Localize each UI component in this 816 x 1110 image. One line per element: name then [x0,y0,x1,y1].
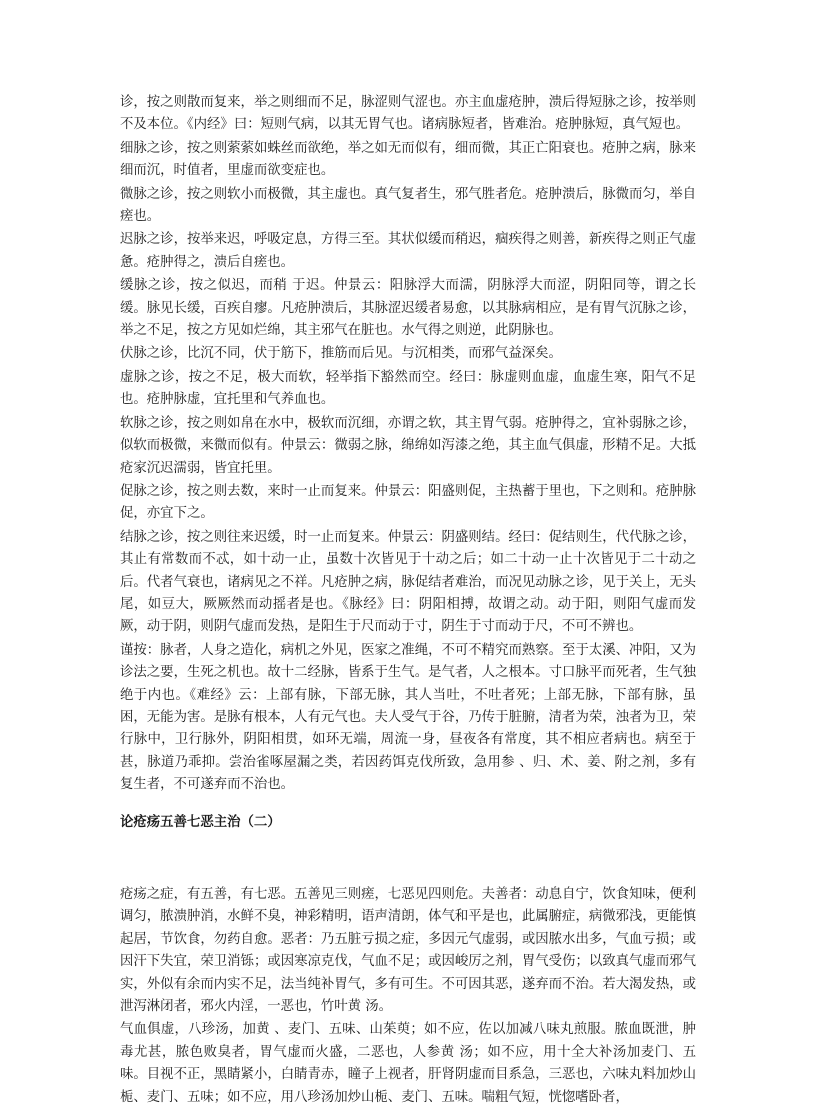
paragraph-thin-pulse: 细脉之诊，按之则萦萦如蛛丝而欲绝，举之如无而似有，细而微，其正亡阳衰也。疮肿之病，脉来细而沉，时值者，里虚而欲变症也。 [120,140,696,179]
paragraph-soft-pulse: 软脉之诊，按之则如帛在水中，极软而沉细，亦谓之软，其主胃气弱。疮肿得之，宜补弱脉之诊，似软而极微，来微而似有。仲景云：微弱之脉，绵绵如泻漆之绝，其主血气俱虚，形精不足。大抵疮家沉迟濡弱，皆宜托里。 [120,415,696,476]
paragraph-slow-pulse: 迟脉之诊，按举来迟，呼吸定息，方得三至。其状似缓而稍迟，痼疾得之则善，新疾得之则正气虚惫。疮肿得之，溃后自瘥也。 [120,232,696,270]
bottom-text-block [120,884,696,1109]
paragraph-empty-pulse: 虚脉之诊，按之不足，极大而软，轻举指下豁然而空。经曰：脉虚则血虚，血虚生寒，阳气不足也。疮肿脉虚，宜托里和气养血也。 [120,369,696,408]
top-text-block [120,92,696,797]
section-spacer [120,833,696,884]
section-heading: 论疮疡五善七恶主治（二） [120,813,281,830]
paragraph-faint-pulse: 微脉之诊，按之则软小而极微，其主虚也。真气复者生，邪气胜者危。疮肿溃后，脉微而匀，举自瘥也。 [120,186,696,225]
paragraph-five-good-seven-bad: 疮疡之症，有五善，有七恶。五善见三则瘥，七恶见四则危。夫善者：动息自宁，饮食知味，便利调匀，脓溃肿消，水鲜不臭，神彩精明，语声清朗，体气和平是也，此属腑症，病微邪浅，更能慎起居，节饮食，勿药自愈。恶者：乃五脏亏损之症，多因元气虚弱，或因脓水出多，气血亏损；或因汗下失宜，荣卫消铄；或因寒凉克伐，气血不足；或因峻厉之剂，胃气受伤；以致真气虚而邪气实，外似有余而内实不足，法当纯补胃气，多有可生。不可因其恶，遂弃而不治。若大渴发热，或泄泻淋闭者，邪火内淫，一恶也，竹叶黄 汤。 [120,887,696,1015]
paragraph-short-pulse: 诊，按之则散而复来，举之则细而不足，脉涩则气涩也。亦主血虚疮肿，溃后得短脉之诊，按举则不及本位。《内经》曰：短则气病，以其无胃气也。诸病脉短者，皆难治。疮肿脉短，真气短也。 [120,95,696,133]
paragraph-moderate-pulse: 缓脉之诊，按之似迟，而稍 于迟。仲景云：阳脉浮大而濡，阴脉浮大而涩，阴阳同等，谓之长缓。脉见长缓，百疾自瘳。凡疮肿溃后，其脉涩迟缓者易愈，以其脉病相应，是有胃气沉脉之诊，举之不足，按之方见如烂绵，其主邪气在脏也。水气得之则逆，此阴脉也。 [120,278,696,339]
paragraph-hidden-pulse: 伏脉之诊，比沉不同，伏于筋下，推筋而后见。与沉相类，而邪气益深矣。 [120,346,562,362]
paragraph-qi-blood-deficiency: 气血俱虚，八珍汤，加黄 、麦门、五味、山茱萸；如不应，佐以加减八味丸煎服。脓血既泄，肿毒尤甚，脓色败臭者，胃气虚而火盛，二恶也，人参黄 汤；如不应，用十全大补汤加麦门、五味。目视不正，黑睛紧小，白睛青赤，瞳子上视者，肝肾阴虚而目系急，三恶也，六味丸料加炒山栀、麦门、五味；如不应，用八珍汤加炒山栀、麦门、五味。喘粗气短，恍惚嗜卧者， [120,1022,696,1105]
paragraph-commentary: 谨按：脉者，人身之造化，病机之外见，医家之准绳，不可不精究而熟察。至于太溪、冲阳，又为诊法之要，生死之机也。故十二经脉，皆系于生气。是气者，人之根本。寸口脉平而死者，生气独绝于内也。《难经》云：上部有脉，下部无脉，其人当吐，不吐者死；上部无脉，下部有脉，虽困，无能为害。是脉有根本，人有元气也。夫人受气于谷，乃传于脏腑，清者为荣，浊者为卫，荣行脉中，卫行脉外，阴阳相贯，如环无端，周流一身，昼夜各有常度，其不相应者病也。病至于甚，脉道乃乖抑。尝治雀啄屋漏之类，若因药饵克伐所致，急用参 、归、术、姜、附之剂，多有复生者，不可遂弃而不治也。 [120,642,696,793]
paragraph-knotted-pulse: 结脉之诊，按之则往来迟缓，时一止而复来。仲景云：阴盛则结。经曰：促结则生，代代脉之诊，其止有常数而不忒，如十动一止，虽数十次皆见于十动之后；如二十动一止十次皆见于二十动之后。代者气衰也，诸病见之不祥。凡疮肿之病，脉促结者难治，而况见动脉之诊，见于关上，无头尾，如豆大，厥厥然而动摇者是也。《脉经》曰：阴阳相搏，故谓之动。动于阳，则阳气虚而发厥，动于阴，则阴气虚而发热，是阳生于尺而动于寸，阴生于寸而动于尺，不可不辨也。 [120,529,696,635]
paragraph-hurried-pulse: 促脉之诊，按之则去数，来时一止而复来。仲景云：阳盛则促，主热蓄于里也，下之则和。疮肿脉促，亦宜下之。 [120,483,696,522]
document-page [120,92,696,1110]
